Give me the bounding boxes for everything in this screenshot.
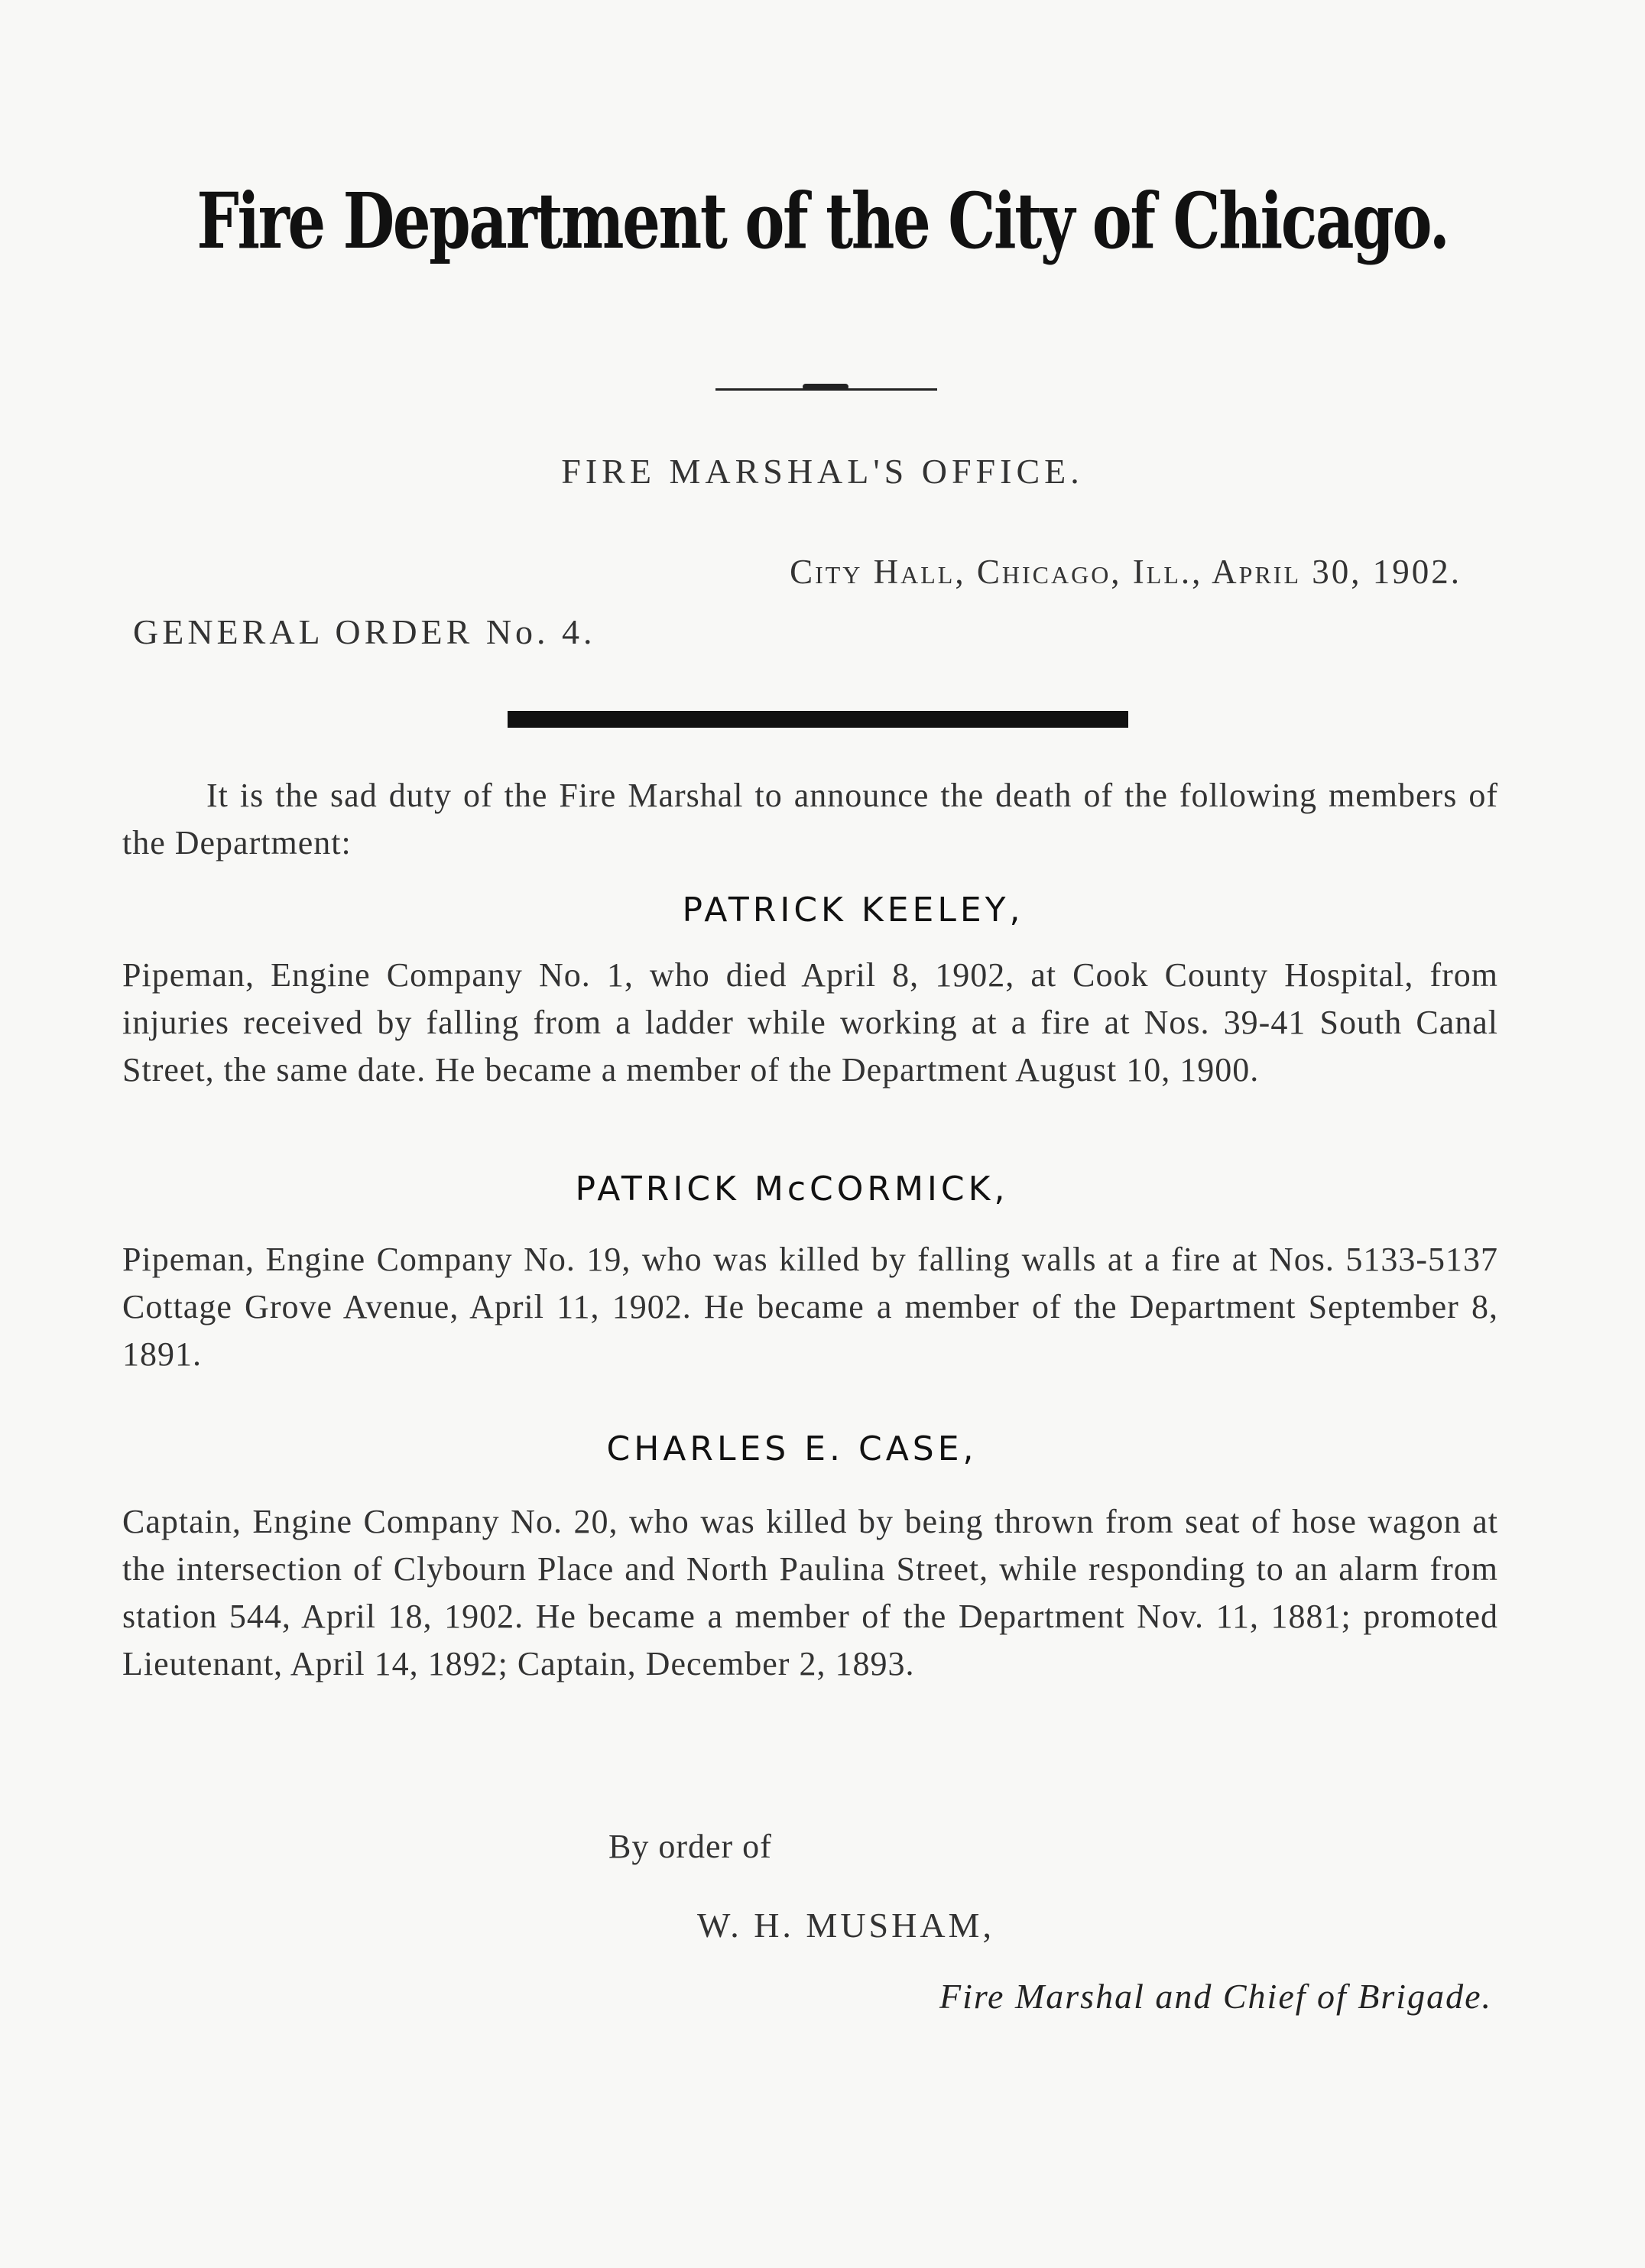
member-paragraph: Pipeman, Engine Company No. 19, who was killed by falling walls at a fire at Nos. 5133-5137 Cottage Grove Avenue, April 11, 1902. He became a member of the Department September 8, 1891. bbox=[122, 1241, 1498, 1373]
member-name: PATRICK KEELEY, bbox=[682, 891, 1024, 930]
signer-title: Fire Marshal and Chief of Brigade. bbox=[939, 1977, 1492, 2016]
member-name: CHARLES E. CASE, bbox=[606, 1429, 978, 1468]
masthead-title: Fire Department of the City of Chicago. bbox=[196, 176, 1449, 266]
member-paragraph: Captain, Engine Company No. 20, who was killed by being thrown from seat of hose wagon at the intersection of Clybourn Place and North Paulina Street, while responding to an alarm from station 544, April 18, 1902. He became a member of the Department Nov. 11, 1881; promoted Lieutenant, April 14, 1892; Captain, December 2, 1893. bbox=[122, 1503, 1498, 1682]
by-order-line: By order of bbox=[608, 1828, 772, 1865]
office-heading: FIRE MARSHAL'S OFFICE. bbox=[561, 452, 1084, 491]
ornamental-rule-center bbox=[803, 384, 848, 390]
dateline: City Hall, Chicago, Ill., April 30, 1902. bbox=[790, 553, 1462, 591]
signer-name: W. H. MUSHAM, bbox=[697, 1906, 994, 1945]
member-paragraph: Pipeman, Engine Company No. 1, who died April 8, 1902, at Cook County Hospital, from injuries received by falling from a ladder while working at a fire at Nos. 39-41 South Canal Street, the same date. He became a member of the Department August 10, 1900. bbox=[122, 956, 1498, 1089]
intro-paragraph: It is the sad duty of the Fire Marshal to announce the death of the following members of the Department: bbox=[122, 777, 1498, 861]
member-name: PATRICK McCORMICK, bbox=[575, 1170, 1009, 1209]
order-number: GENERAL ORDER No. 4. bbox=[133, 612, 596, 651]
heavy-divider bbox=[508, 711, 1128, 728]
